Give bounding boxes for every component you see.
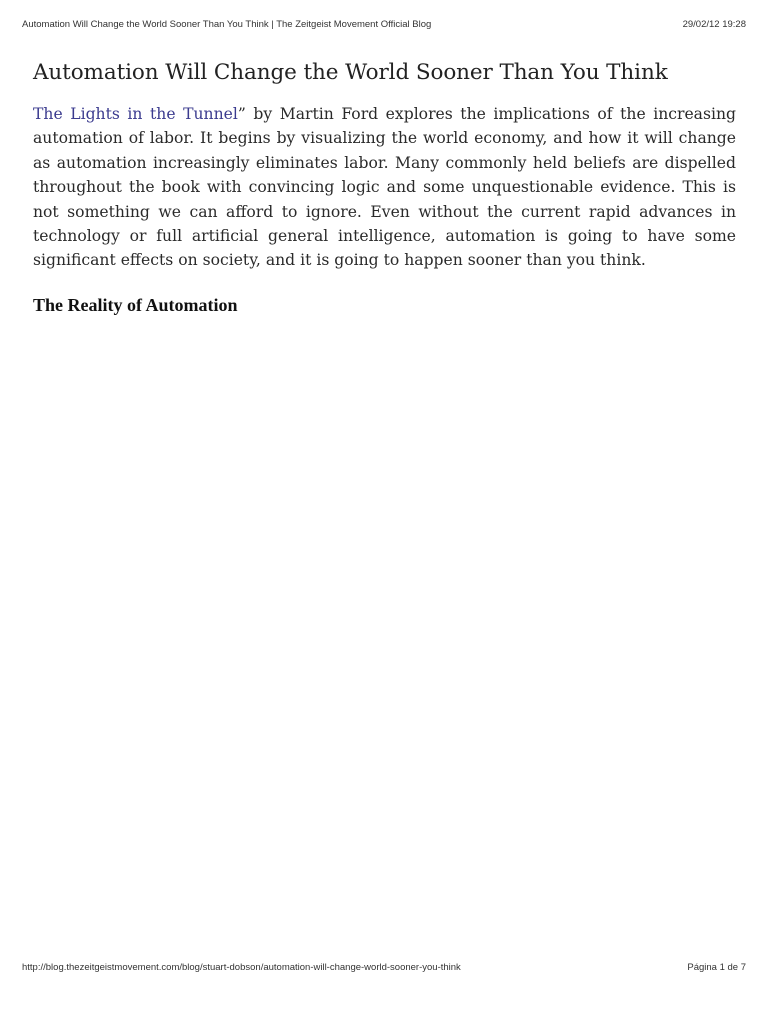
book-link[interactable]: The Lights in the Tunnel xyxy=(33,105,238,123)
print-page-number: Página 1 de 7 xyxy=(687,962,746,973)
print-footer xyxy=(22,962,746,976)
print-url: http://blog.thezeitgeistmovement.com/blog/stuart-dobson/automation-will-change-world-sooner-you-think xyxy=(22,962,461,973)
print-header xyxy=(22,19,746,33)
article-intro-paragraph xyxy=(33,102,736,273)
article xyxy=(33,58,736,317)
print-page-title: Automation Will Change the World Sooner Than You Think | The Zeitgeist Movement Official Blog xyxy=(22,19,432,30)
intro-text: ” by Martin Ford explores the implications of the increasing automation of labor. It begins by visualizing the world economy, and how it will change as automation increasingly eliminates labor. Many commonly held beliefs are dispelled throughout the book with convincing logic and some unquestionable evidence. This is not something we can afford to ignore. Even without the current rapid advances in technology or full artificial general intelligence, automation is going to have some significant effects on society, and it is going to happen sooner than you think. xyxy=(33,105,736,270)
section-heading: The Reality of Automation xyxy=(33,294,238,315)
article-title: Automation Will Change the World Sooner Than You Think xyxy=(33,60,668,85)
print-datetime: 29/02/12 19:28 xyxy=(682,19,746,30)
